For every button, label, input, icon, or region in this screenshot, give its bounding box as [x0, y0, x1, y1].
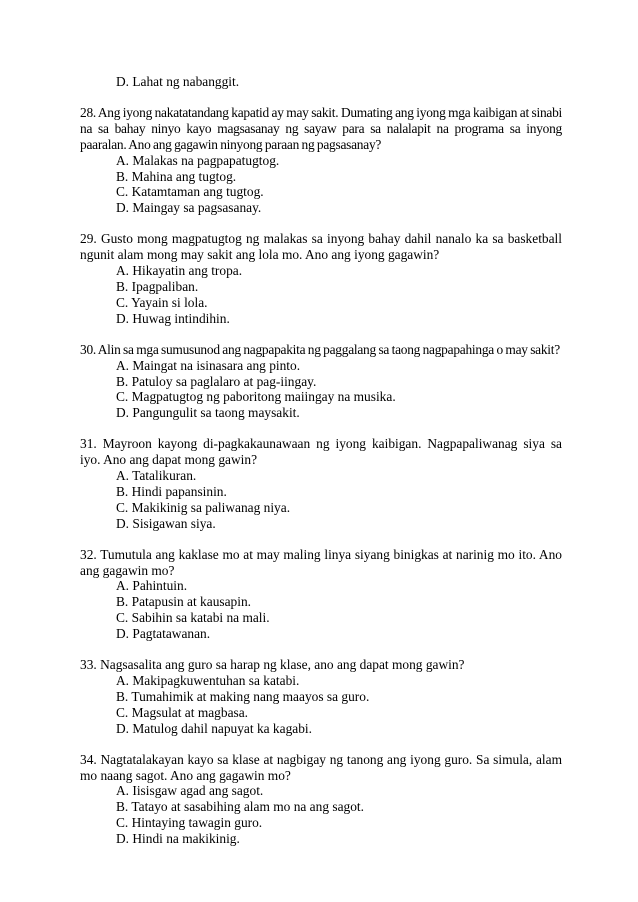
option-d: D. Huwag intindihin. [116, 310, 230, 326]
question-34 [80, 752, 562, 847]
option-a: A. Malakas na pagpapatugtog. [116, 152, 280, 168]
question-31 [80, 436, 562, 531]
question-30 [80, 342, 562, 422]
option-d: D. Sisigawan siya. [116, 515, 216, 531]
question-29 [80, 231, 562, 326]
option-c: C. Magsulat at magbasa. [116, 704, 249, 720]
question-stem: 28. Ang iyong nakatatandang kapatid ay may sakit. Dumating ang iyong mga kaibigan at sinabi na sa bahay ninyo kayo magsasanay ng sayaw para sa nalalapit na programa sa inyong paaralan. Ano ang gagawin ninyong paraan ng pagsasanay? [80, 104, 562, 152]
question-stem: 34. Nagtatalakayan kayo sa klase at nagbigay ng tanong ang iyong guro. Sa simula, alam mo naang sagot. Ano ang gagawin mo? [80, 751, 562, 783]
option-b: B. Patapusin at kausapin. [116, 594, 252, 610]
option-a: A. Hikayatin ang tropa. [116, 263, 243, 279]
option-a: A. Iisisgaw agad ang sagot. [116, 783, 264, 799]
option-a: A. Makipagkuwentuhan sa katabi. [116, 673, 300, 688]
option-b: B. Tatayo at sasabihing alam mo na ang sagot. [116, 799, 364, 815]
option-b: B. Ipagpaliban. [116, 278, 199, 294]
option-c: C. Magpatugtog ng paboritong maiingay na musika. [116, 389, 396, 405]
question-stem: 29. Gusto mong magpatugtog ng malakas sa inyong bahay dahil nanalo ka sa basketball ngunit alam mong may sakit ang lola mo. Ano ang iyong gagawin? [80, 231, 562, 263]
option-d: D. Pangungulit sa taong maysakit. [116, 405, 300, 421]
option-d: D. Hindi na makikinig. [116, 831, 240, 847]
quiz-page [80, 74, 562, 847]
option-d: D. Pagtatawanan. [116, 626, 211, 642]
question-32 [80, 547, 562, 642]
option-a: A. Maingat na isinasara ang pinto. [116, 357, 301, 373]
option-c: C. Hintaying tawagin guro. [116, 815, 263, 831]
leading-option: D. Lahat ng nabanggit. [116, 74, 240, 89]
option-d: D. Maingay sa pagsasanay. [116, 200, 262, 216]
question-stem: 32. Tumutula ang kaklase mo at may maling linya siyang binigkas at narinig mo ito. Ano ang gagawin mo? [80, 546, 562, 578]
option-b: B. Hindi papansinin. [116, 483, 227, 499]
question-stem: 33. Nagsasalita ang guro sa harap ng klase, ano ang dapat mong gawin? [80, 657, 465, 673]
option-b: B. Patuloy sa paglalaro at pag-iingay. [116, 373, 317, 389]
question-28 [80, 105, 562, 216]
option-b: B. Tumahimik at making nang maayos sa guro. [116, 688, 370, 704]
question-stem: 30. Alin sa mga sumusunod ang nagpapakita ng paggalang sa taong nagpapahinga o may sakit? [80, 341, 560, 357]
option-c: C. Makikinig sa paliwanag niya. [116, 499, 291, 515]
option-a: A. Tatalikuran. [116, 468, 197, 484]
option-a: A. Pahintuin. [116, 578, 188, 594]
option-c: C. Sabihin sa katabi na mali. [116, 610, 270, 626]
option-c: C. Yayain si lola. [116, 294, 208, 310]
question-33 [80, 657, 562, 737]
option-b: B. Mahina ang tugtog. [116, 168, 237, 184]
question-stem: 31. Mayroon kayong di-pagkakaunawaan ng iyong kaibigan. Nagpapaliwanag siya sa iyo. Ano ang dapat mong gawin? [80, 436, 562, 468]
option-d: D. Matulog dahil napuyat ka kagabi. [116, 720, 312, 736]
option-c: C. Katamtaman ang tugtog. [116, 184, 264, 200]
